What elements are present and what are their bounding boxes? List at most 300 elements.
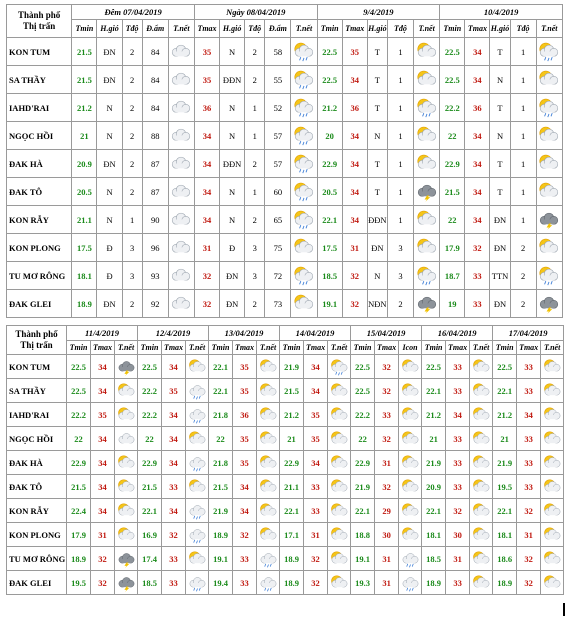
sun-cloud-icon: [400, 382, 421, 400]
weather-icon-cell: [115, 475, 138, 499]
weather-icon-cell: [470, 523, 493, 547]
weather-icon-cell: [470, 355, 493, 379]
sun-cloud-icon: [542, 358, 563, 376]
weather-icon-cell: [168, 94, 194, 122]
weather-icon-cell: [470, 547, 493, 571]
tmin-value: 21.8: [209, 403, 233, 427]
tmin-value: 22: [440, 206, 465, 234]
weather-icon-cell: [541, 499, 564, 523]
t--value: 2: [122, 122, 142, 150]
city-name: KON TUM: [7, 355, 67, 379]
day-header: 9/4/2019: [317, 5, 440, 20]
sun-cloud-icon: [329, 382, 350, 400]
tmin-value: 22: [351, 427, 375, 451]
storm-cloud-icon: [116, 550, 137, 568]
storm-cloud-icon: [537, 209, 561, 230]
weather-icon-cell: [115, 523, 138, 547]
city-name: ĐAK HÀ: [7, 451, 67, 475]
tmax-value: 34: [304, 379, 328, 403]
day-header: 15/04/2019: [351, 326, 422, 341]
weather-icon-cell: [257, 475, 280, 499]
tmin-value: 18.1: [422, 523, 446, 547]
weather-icon-cell: [541, 571, 564, 595]
weather-icon-cell: [536, 178, 562, 206]
day-header: 10/4/2019: [440, 5, 563, 20]
place-header-line1: Thành phố: [18, 10, 61, 20]
tmax-value: 34: [91, 451, 115, 475]
tmax-value: 33: [375, 403, 399, 427]
h-gi--value: ĐĐN: [367, 206, 387, 234]
sun-cloud-icon: [116, 526, 137, 544]
rain-cloud-icon: [258, 550, 279, 568]
sun-cloud-rain-icon: [292, 265, 316, 286]
h-gi--value: ĐN: [367, 234, 387, 262]
tmax-value: 35: [194, 38, 219, 66]
weather-icon-cell: [291, 262, 317, 290]
-m-value: 55: [265, 66, 291, 94]
weather-icon-cell: [186, 499, 209, 523]
sun-cloud-icon: [537, 69, 561, 90]
rain-cloud-icon: [187, 502, 208, 520]
tmax-value: 33: [233, 547, 257, 571]
rain-cloud-icon: [187, 454, 208, 472]
weather-icon-cell: [115, 379, 138, 403]
tmax-value: 33: [465, 290, 490, 318]
weather-icon-cell: [328, 547, 351, 571]
weather-icon-cell: [168, 150, 194, 178]
tmax-value: 35: [91, 403, 115, 427]
sun-cloud-icon: [329, 406, 350, 424]
tmin-value: 20.5: [72, 178, 97, 206]
tmin-value: 22.5: [317, 66, 342, 94]
sun-cloud-icon: [471, 382, 492, 400]
sun-cloud-icon: [258, 454, 279, 472]
tmin-value: 22.1: [493, 499, 517, 523]
day-header: Đêm 07/04/2019: [72, 5, 195, 20]
t--value: 2: [245, 66, 265, 94]
t--value: 1: [387, 94, 413, 122]
tmin-value: 22.5: [351, 379, 375, 403]
table-row: [7, 475, 564, 499]
sun-cloud-rain-icon: [537, 97, 561, 118]
t--value: 2: [510, 290, 536, 318]
tmax-value: 32: [91, 571, 115, 595]
tmax-value: 33: [304, 475, 328, 499]
tmin-value: 21.9: [351, 475, 375, 499]
tmax-value: 29: [375, 499, 399, 523]
tmax-value: 33: [517, 379, 541, 403]
tmax-value: 34: [194, 122, 219, 150]
column-header: H.gió: [367, 20, 387, 38]
tmin-value: 21.2: [280, 403, 304, 427]
column-header: Tmin: [317, 20, 342, 38]
h-gi--value: Đ: [97, 262, 122, 290]
h-gi--value: N: [220, 94, 245, 122]
tmax-value: 34: [194, 206, 219, 234]
tmax-value: 33: [465, 262, 490, 290]
weather-icon-cell: [414, 66, 440, 94]
place-header-line2: Thị trấn: [23, 21, 56, 31]
h-gi--value: ĐN: [490, 290, 510, 318]
-m-value: 75: [265, 234, 291, 262]
h-gi--value: T: [367, 66, 387, 94]
tmax-value: 32: [194, 290, 219, 318]
-m-value: 84: [142, 66, 168, 94]
tmax-value: 34: [304, 355, 328, 379]
weather-icon-cell: [536, 150, 562, 178]
cloud-icon: [169, 125, 193, 146]
tmin-value: 20.5: [317, 178, 342, 206]
city-name: TU MƠ RÔNG: [7, 262, 72, 290]
column-header: T.nết: [536, 20, 562, 38]
-m-value: 90: [142, 206, 168, 234]
tmin-value: 18.9: [422, 571, 446, 595]
weather-icon-cell: [291, 178, 317, 206]
weather-icon-cell: [536, 234, 562, 262]
tmin-value: 22.1: [422, 499, 446, 523]
-m-value: 92: [142, 290, 168, 318]
h-gi--value: N: [220, 122, 245, 150]
tmax-value: 34: [342, 66, 367, 94]
sun-cloud-icon: [537, 181, 561, 202]
h-gi--value: ĐĐN: [220, 150, 245, 178]
place-header: [7, 326, 67, 355]
weather-icon-cell: [328, 499, 351, 523]
place-header-line2: Thị trấn: [20, 340, 53, 350]
day-header: 14/04/2019: [280, 326, 351, 341]
rain-cloud-icon: [187, 574, 208, 592]
tmax-value: 31: [446, 547, 470, 571]
tmax-value: 34: [91, 499, 115, 523]
weather-icon-cell: [399, 547, 422, 571]
tmax-value: 34: [233, 475, 257, 499]
tmax-value: 33: [162, 547, 186, 571]
table-row: [7, 427, 564, 451]
tmax-value: 34: [465, 206, 490, 234]
table-row: [7, 547, 564, 571]
weather-icon-cell: [291, 94, 317, 122]
tmin-value: 22.1: [493, 379, 517, 403]
h-gi--value: ĐN: [490, 206, 510, 234]
weather-icon-cell: [414, 262, 440, 290]
weather-icon-cell: [115, 427, 138, 451]
-m-value: 87: [142, 178, 168, 206]
tmin-value: 17.5: [72, 234, 97, 262]
sun-cloud-icon: [187, 478, 208, 496]
tmax-value: 35: [233, 355, 257, 379]
weather-icon-cell: [536, 122, 562, 150]
sun-cloud-icon: [542, 406, 563, 424]
table-row: [7, 66, 563, 94]
city-name: IAHD'RAI: [7, 94, 72, 122]
weather-icon-cell: [115, 571, 138, 595]
-m-value: 87: [142, 150, 168, 178]
t--value: 2: [122, 290, 142, 318]
sun-cloud-icon: [258, 382, 279, 400]
sun-cloud-rain-icon: [292, 153, 316, 174]
tmin-value: 18.9: [209, 523, 233, 547]
tmin-value: 21.2: [493, 403, 517, 427]
city-name: KON PLONG: [7, 234, 72, 262]
tmin-value: 22.9: [317, 150, 342, 178]
t--value: 2: [245, 290, 265, 318]
weather-icon-cell: [257, 523, 280, 547]
tmax-value: 36: [342, 94, 367, 122]
column-header: Tmin: [72, 20, 97, 38]
tmin-value: 22.5: [422, 355, 446, 379]
h-gi--value: N: [367, 262, 387, 290]
weather-icon-cell: [414, 290, 440, 318]
sun-cloud-icon: [537, 153, 561, 174]
tmax-value: 30: [375, 523, 399, 547]
weather-icon-cell: [168, 234, 194, 262]
weather-icon-cell: [536, 66, 562, 94]
column-header: Tđộ: [245, 20, 265, 38]
t--value: 2: [245, 150, 265, 178]
sun-cloud-icon: [292, 237, 316, 258]
sun-cloud-icon: [329, 526, 350, 544]
column-header: T.nết: [414, 20, 440, 38]
storm-cloud-icon: [415, 293, 439, 314]
column-header: Tmin: [209, 341, 233, 355]
tmin-value: 22.1: [422, 379, 446, 403]
weather-icon-cell: [541, 427, 564, 451]
tmin-value: 22.1: [209, 355, 233, 379]
t--value: 1: [510, 206, 536, 234]
weather-icon-cell: [399, 427, 422, 451]
sun-cloud-icon: [542, 382, 563, 400]
column-header: Tmin: [67, 341, 91, 355]
sun-cloud-rain-icon: [292, 97, 316, 118]
weather-icon-cell: [186, 547, 209, 571]
h-gi--value: N: [490, 66, 510, 94]
weather-icon-cell: [414, 38, 440, 66]
sun-cloud-icon: [400, 406, 421, 424]
tmax-value: 33: [304, 499, 328, 523]
h-gi--value: T: [367, 150, 387, 178]
tmax-value: 32: [465, 234, 490, 262]
-m-value: 60: [265, 178, 291, 206]
weather-icon-cell: [115, 403, 138, 427]
t--value: 2: [245, 38, 265, 66]
h-gi--value: ĐN: [97, 38, 122, 66]
city-name: KON RẪY: [7, 206, 72, 234]
column-header: Tmin: [351, 341, 375, 355]
t--value: 1: [510, 94, 536, 122]
tmin-value: 18.9: [493, 571, 517, 595]
tmax-value: 32: [233, 523, 257, 547]
rain-cloud-icon: [258, 574, 279, 592]
tmin-value: 18.5: [317, 262, 342, 290]
tmin-value: 21.5: [72, 38, 97, 66]
rain-cloud-icon: [187, 406, 208, 424]
t--value: 1: [510, 150, 536, 178]
tmin-value: 21: [280, 427, 304, 451]
t--value: 1: [387, 206, 413, 234]
sun-cloud-icon: [415, 125, 439, 146]
t--value: 1: [245, 178, 265, 206]
t--value: 2: [122, 38, 142, 66]
tmin-value: 22.1: [317, 206, 342, 234]
tmin-value: 18.9: [72, 290, 97, 318]
tmax-value: 30: [446, 523, 470, 547]
t--value: 2: [122, 178, 142, 206]
sun-cloud-icon: [400, 502, 421, 520]
t--value: 2: [122, 150, 142, 178]
column-header: Tmax: [304, 341, 328, 355]
weather-icon-cell: [541, 451, 564, 475]
t--value: 1: [510, 178, 536, 206]
weather-icon-cell: [541, 547, 564, 571]
city-name: ĐAK HÀ: [7, 150, 72, 178]
tmax-value: 34: [162, 499, 186, 523]
column-header: H.gió: [490, 20, 510, 38]
t--value: 2: [122, 94, 142, 122]
tmax-value: 32: [517, 499, 541, 523]
t--value: 1: [510, 66, 536, 94]
weather-icon-cell: [470, 499, 493, 523]
tmin-value: 21: [493, 427, 517, 451]
column-header: Đ.ẩm: [265, 20, 291, 38]
sun-cloud-icon: [329, 502, 350, 520]
cloud-icon: [116, 430, 137, 448]
weather-icon-cell: [536, 38, 562, 66]
city-name: KON RẪY: [7, 499, 67, 523]
h-gi--value: ĐĐN: [220, 66, 245, 94]
sun-cloud-icon: [187, 550, 208, 568]
t--value: 1: [387, 122, 413, 150]
weather-icon-cell: [115, 355, 138, 379]
t--value: 3: [122, 262, 142, 290]
sun-cloud-icon: [329, 574, 350, 592]
t--value: 1: [510, 122, 536, 150]
sun-cloud-icon: [471, 430, 492, 448]
tmin-value: 21.5: [280, 379, 304, 403]
t--value: 3: [245, 262, 265, 290]
tmin-value: 19: [440, 290, 465, 318]
tmax-value: 33: [233, 571, 257, 595]
tmin-value: 17.9: [440, 234, 465, 262]
column-header: Tmax: [342, 20, 367, 38]
tmax-value: 32: [194, 262, 219, 290]
weather-icon-cell: [257, 355, 280, 379]
h-gi--value: N: [97, 122, 122, 150]
h-gi--value: T: [490, 178, 510, 206]
h-gi--value: ĐN: [220, 262, 245, 290]
sun-cloud-icon: [187, 430, 208, 448]
-m-value: 84: [142, 94, 168, 122]
tmax-value: 32: [162, 523, 186, 547]
table-row: [7, 379, 564, 403]
sun-cloud-icon: [542, 550, 563, 568]
weather-icon-cell: [414, 150, 440, 178]
weather-icon-cell: [536, 290, 562, 318]
tmin-value: 21.5: [67, 475, 91, 499]
table-row: [7, 499, 564, 523]
tmin-value: 18.1: [493, 523, 517, 547]
tmin-value: 18.5: [138, 571, 162, 595]
city-name: IAHD'RAI: [7, 403, 67, 427]
weather-icon-cell: [115, 451, 138, 475]
weather-icon-cell: [536, 94, 562, 122]
column-header: Tmin: [440, 20, 465, 38]
weather-icon-cell: [257, 403, 280, 427]
h-gi--value: T: [490, 94, 510, 122]
weather-icon-cell: [541, 475, 564, 499]
sun-cloud-icon: [415, 153, 439, 174]
weather-icon-cell: [399, 571, 422, 595]
tmin-value: 22.9: [351, 451, 375, 475]
tmin-value: 21.5: [209, 475, 233, 499]
column-header: Tmax: [91, 341, 115, 355]
tmin-value: 21.2: [422, 403, 446, 427]
h-gi--value: N: [490, 122, 510, 150]
sun-cloud-icon: [542, 478, 563, 496]
tmin-value: 21: [422, 427, 446, 451]
tmin-value: 22.4: [67, 499, 91, 523]
weather-icon-cell: [541, 355, 564, 379]
tmin-value: 17.4: [138, 547, 162, 571]
city-name: KON PLONG: [7, 523, 67, 547]
sun-cloud-icon: [329, 478, 350, 496]
tmin-value: 19.1: [209, 547, 233, 571]
weather-icon-cell: [257, 499, 280, 523]
tmax-value: 31: [194, 234, 219, 262]
tmax-value: 32: [375, 379, 399, 403]
tmax-value: 34: [342, 206, 367, 234]
cloud-icon: [169, 69, 193, 90]
tmax-value: 33: [162, 571, 186, 595]
sun-cloud-rain-icon: [292, 125, 316, 146]
table-row: [7, 150, 563, 178]
tmax-value: 35: [162, 379, 186, 403]
weather-icon-cell: [291, 150, 317, 178]
tmax-value: 34: [465, 178, 490, 206]
tmax-value: 32: [91, 547, 115, 571]
weather-icon-cell: [115, 547, 138, 571]
tmax-value: 32: [517, 547, 541, 571]
tmin-value: 21.9: [280, 355, 304, 379]
table-row: [7, 234, 563, 262]
day-header: Ngày 08/04/2019: [194, 5, 317, 20]
t--value: 3: [245, 234, 265, 262]
day-header: 16/04/2019: [422, 326, 493, 341]
-m-value: 88: [142, 122, 168, 150]
weather-icon-cell: [328, 403, 351, 427]
weather-icon-cell: [168, 262, 194, 290]
t--value: 1: [245, 94, 265, 122]
day-header: 13/04/2019: [209, 326, 280, 341]
t--value: 2: [245, 206, 265, 234]
column-header: H.gió: [220, 20, 245, 38]
sun-cloud-icon: [258, 526, 279, 544]
column-header: Tmax: [194, 20, 219, 38]
cloud-icon: [169, 237, 193, 258]
sun-cloud-rain-icon: [292, 181, 316, 202]
tmin-value: 22.5: [67, 355, 91, 379]
weather-icon-cell: [291, 66, 317, 94]
sun-cloud-icon: [292, 293, 316, 314]
weather-icon-cell: [541, 523, 564, 547]
tmax-value: 34: [194, 178, 219, 206]
tmin-value: 17.9: [67, 523, 91, 547]
-m-value: 57: [265, 150, 291, 178]
t--value: 1: [387, 38, 413, 66]
tmax-value: 33: [446, 571, 470, 595]
sun-cloud-icon: [116, 502, 137, 520]
tmax-value: 32: [375, 355, 399, 379]
tmin-value: 21.5: [138, 475, 162, 499]
